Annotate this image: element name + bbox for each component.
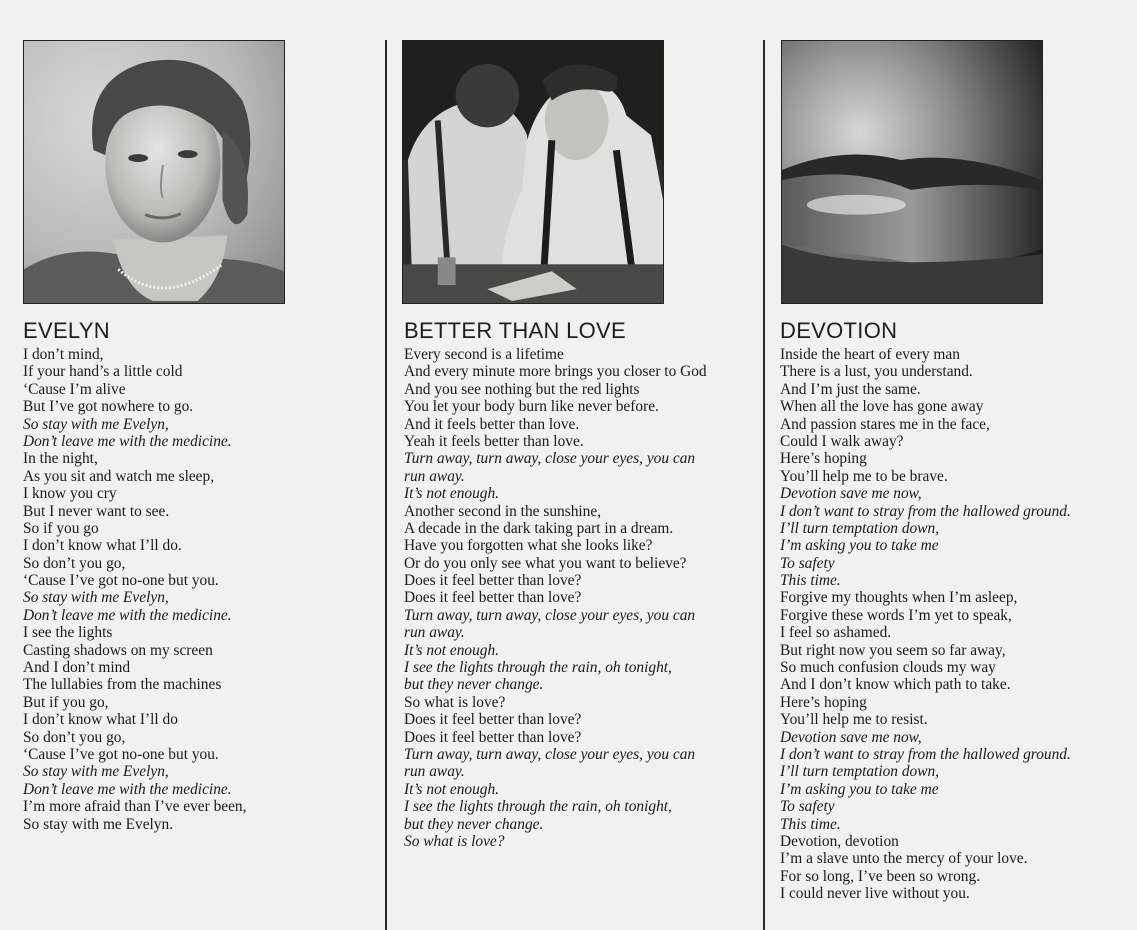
lyric-line: A decade in the dark taking part in a dream. [404, 519, 674, 537]
lyric-line: To safety [780, 798, 835, 816]
lyric-line: Does it feel better than love? [404, 728, 582, 746]
lyric-line: But if you go, [23, 693, 109, 711]
lyrics-evelyn [23, 346, 246, 833]
lyric-line: Does it feel better than love? [404, 589, 582, 607]
lyric-line: When all the love has gone away [780, 398, 984, 416]
lyric-line: I don’t know what I’ll do [23, 711, 178, 729]
lyric-line: So much confusion clouds my way [780, 659, 996, 677]
lyric-line: It’s not enough. [404, 780, 500, 798]
lyric-line: So stay with me Evelyn. [23, 815, 174, 833]
lyric-line: Turn away, turn away, close your eyes, you can [404, 450, 696, 468]
couple-embracing-image [403, 41, 663, 303]
evelyn-photo [23, 40, 285, 304]
lyric-line: I feel so ashamed. [780, 624, 892, 642]
lyric-line: Don’t leave me with the medicine. [23, 606, 232, 624]
lyric-line: So what is love? [404, 832, 505, 850]
lyric-line: It’s not enough. [404, 641, 500, 659]
lyric-line: I don’t mind, [23, 346, 104, 363]
lyric-line: Casting shadows on my screen [23, 641, 213, 659]
lyric-line: In the night, [23, 450, 98, 468]
lyric-line: Turn away, turn away, close your eyes, you can [404, 606, 696, 624]
lyric-line: So what is love? [404, 693, 506, 711]
devotion-photo [781, 40, 1043, 304]
lyric-line: So don’t you go, [23, 554, 126, 572]
lyric-line: Devotion save me now, [780, 728, 922, 746]
lyric-line: I could never live without you. [780, 885, 970, 903]
lyric-line: but they never change. [404, 815, 544, 833]
lyric-line: I see the lights through the rain, oh tonight, [404, 798, 672, 816]
lyric-line: Turn away, turn away, close your eyes, you can [404, 745, 696, 763]
lyric-line: run away. [404, 763, 465, 781]
lyric-line: I’ll turn temptation down, [780, 519, 940, 537]
lyric-line: I’ll turn temptation down, [780, 763, 940, 781]
lyric-line: The lullabies from the machines [23, 676, 222, 694]
lyric-line: I don’t want to stray from the hallowed ground. [780, 745, 1071, 763]
lyric-line: And it feels better than love. [404, 415, 580, 433]
lyric-line: But right now you seem so far away, [780, 641, 1006, 659]
lyric-line: ‘Cause I’m alive [23, 380, 126, 398]
lyric-line: Forgive these words I’m yet to speak, [780, 606, 1012, 624]
lyric-line: Here’s hoping [780, 450, 867, 468]
lyric-line: Forgive my thoughts when I’m asleep, [780, 589, 1018, 607]
song-title-evelyn: EVELYN [23, 318, 110, 343]
lyric-line: It’s not enough. [404, 485, 500, 503]
lyric-line: And I’m just the same. [780, 380, 921, 398]
lyric-line: You’ll help me to resist. [780, 711, 928, 729]
lyric-line: Could I walk away? [780, 432, 904, 450]
lyric-line: but they never change. [404, 676, 544, 694]
lyric-line: Don’t leave me with the medicine. [23, 432, 232, 450]
lyric-line: So stay with me Evelyn, [23, 763, 169, 781]
lyric-line: ‘Cause I’ve got no-one but you. [23, 745, 219, 763]
lyric-line: Don’t leave me with the medicine. [23, 780, 232, 798]
lyric-line: For so long, I’ve been so wrong. [780, 867, 981, 885]
lyric-line: Another second in the sunshine, [404, 502, 602, 520]
lyric-line: And I don’t mind [23, 659, 131, 677]
lyric-line: I’m asking you to take me [780, 780, 939, 798]
song-title-better-than-love: BETTER THAN LOVE [404, 318, 626, 343]
lyric-line: So stay with me Evelyn, [23, 415, 169, 433]
lips-closeup-image [782, 41, 1042, 303]
lyric-line: You’ll help me to be brave. [780, 467, 948, 485]
lyric-line: This time. [780, 572, 841, 590]
lyric-line: There is a lust, you understand. [780, 363, 973, 381]
lyric-line: I’m asking you to take me [780, 537, 939, 555]
lyric-line: Or do you only see what you want to believe? [404, 554, 687, 572]
lyric-line: I know you cry [23, 485, 117, 503]
lyric-line: run away. [404, 624, 465, 642]
lyric-line: I don’t know what I’ll do. [23, 537, 182, 555]
song-title-devotion: DEVOTION [780, 318, 898, 343]
lyric-line: Does it feel better than love? [404, 572, 582, 590]
lyric-line: I see the lights through the rain, oh tonight, [404, 659, 672, 677]
lyric-line: Devotion save me now, [780, 485, 922, 503]
lyric-line: Every second is a lifetime [404, 346, 564, 363]
lyric-line: Yeah it feels better than love. [404, 432, 584, 450]
lyric-line: And I don’t know which path to take. [780, 676, 1011, 694]
lyric-line: But I’ve got nowhere to go. [23, 398, 194, 416]
lyric-line: So don’t you go, [23, 728, 126, 746]
lyric-line: I don’t want to stray from the hallowed ground. [780, 502, 1071, 520]
lyric-line: And passion stares me in the face, [780, 415, 990, 433]
lyric-line: If your hand’s a little cold [23, 363, 183, 381]
lyric-line: And every minute more brings you closer to God [404, 363, 707, 381]
lyrics-better-than-love [404, 346, 707, 850]
lyric-line: So stay with me Evelyn, [23, 589, 169, 607]
lyric-line: I see the lights [23, 624, 113, 642]
lyric-line: I’m more afraid than I’ve ever been, [23, 798, 247, 816]
lyric-line: So if you go [23, 519, 99, 537]
lyric-line: This time. [780, 815, 841, 833]
portrait-woman-image [24, 41, 284, 303]
lyric-line: As you sit and watch me sleep, [23, 467, 215, 485]
lyric-line: I’m a slave unto the mercy of your love. [780, 850, 1028, 868]
lyric-line: Devotion, devotion [780, 832, 899, 850]
lyric-line: Here’s hoping [780, 693, 867, 711]
lyric-line: To safety [780, 554, 835, 572]
lyric-line: And you see nothing but the red lights [404, 380, 640, 398]
column-divider-right [763, 40, 765, 930]
lyric-line: You let your body burn like never before. [404, 398, 659, 416]
column-divider-left [385, 40, 387, 930]
lyrics-devotion [780, 346, 1071, 903]
lyric-line: But I never want to see. [23, 502, 170, 520]
lyric-line: ‘Cause I’ve got no-one but you. [23, 572, 219, 590]
lyric-line: Have you forgotten what she looks like? [404, 537, 653, 555]
lyric-line: run away. [404, 467, 465, 485]
lyric-line: Does it feel better than love? [404, 711, 582, 729]
lyric-line: Inside the heart of every man [780, 346, 960, 363]
better-than-love-photo [402, 40, 664, 304]
